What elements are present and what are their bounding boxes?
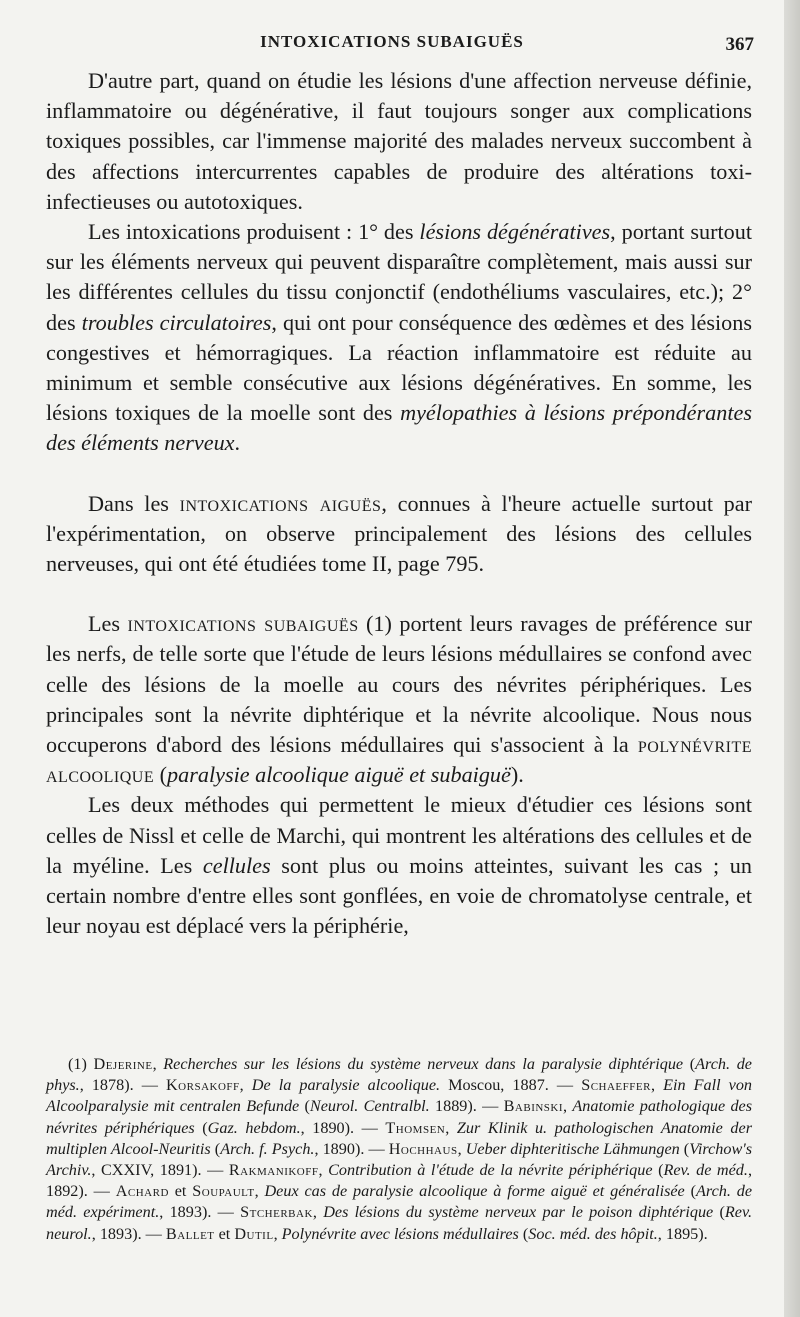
text-span: ( xyxy=(154,762,168,788)
fn-journal: Arch. de méd. expériment. xyxy=(46,1182,753,1222)
fn-text: , xyxy=(563,1097,573,1116)
fn-title: Contribution à l'étude de la névrite périphérique xyxy=(328,1161,653,1180)
fn-title: Anatomie pathologique des névrites périphériques xyxy=(46,1097,753,1137)
fn-title: Deux cas de paralysie alcoolique à forme aiguë et généralisée xyxy=(264,1182,685,1201)
text-span: . xyxy=(234,430,241,456)
italic-term: myélopathies à lésions prépondérantes des éléments nerveux xyxy=(46,400,752,456)
paragraph-4 xyxy=(46,609,752,790)
small-caps-term: intoxications subaiguës xyxy=(127,611,359,637)
fn-text: et xyxy=(214,1224,235,1243)
text-span: Les deux méthodes qui permettent le mieux d'étudier ces lésions sont celles de Nissl et celle de Marchi, qui montrent les altérations des cellules et de la myéline. Les xyxy=(46,792,752,878)
fn-text: , 1878). — xyxy=(79,1076,166,1095)
italic-term: cellules xyxy=(202,852,271,878)
page-number: 367 xyxy=(725,34,754,55)
fn-text: Moscou, 1887. — xyxy=(440,1076,582,1095)
fn-text: , xyxy=(457,1139,466,1158)
fn-title: Ein Fall von Alcoolparalysie mit centralen Befunde xyxy=(46,1076,753,1116)
fn-journal: Soc. méd. des hôpit. xyxy=(528,1224,658,1243)
fn-author: Soupault xyxy=(192,1182,255,1201)
text-span: Dans les xyxy=(88,490,180,516)
italic-term: paralysie alcoolique aiguë et subaiguë xyxy=(167,762,511,788)
fn-text: , xyxy=(152,1055,164,1073)
fn-author: Rakmanikoff xyxy=(228,1161,319,1180)
paragraph-5 xyxy=(46,790,752,941)
fn-author: Ballet xyxy=(165,1224,215,1243)
fn-text: ( xyxy=(210,1139,221,1158)
fn-text: , xyxy=(273,1224,282,1243)
fn-journal: Rev. neurol. xyxy=(46,1203,753,1243)
fn-title: Zur Klinik u. pathologischen Anatomie der multiplen Alcool-Neuritis xyxy=(46,1118,752,1158)
fn-journal: Gaz. hebdom. xyxy=(207,1118,301,1137)
fn-text: ( xyxy=(684,1182,696,1201)
fn-title: Polynévrite avec lésions médullaires xyxy=(281,1224,519,1243)
text-span: sont plus ou moins atteintes, suivant les cas ; un certain nombre d'entre elles sont gonflées, en voie de chromatolyse centrale, et leur noyau est déplacé vers la périphérie, xyxy=(46,852,752,939)
fn-text: et xyxy=(168,1182,193,1201)
fn-title: Recherches sur les lésions du système nerveux dans la paralysie diphtérique xyxy=(163,1055,684,1073)
fn-text: , CXXIV, 1891). — xyxy=(91,1161,229,1180)
fn-journal: Arch. de phys. xyxy=(46,1055,752,1095)
fn-text: , xyxy=(650,1076,664,1095)
fn-title: Ueber diphteritische Lähmungen xyxy=(465,1139,680,1158)
fn-text: 1889). — xyxy=(429,1097,504,1116)
fn-text: , 1890). — xyxy=(314,1139,389,1158)
small-caps-term: polynévrite alcoolique xyxy=(46,732,752,788)
fn-text: , xyxy=(239,1076,252,1095)
page-header xyxy=(0,30,784,60)
fn-text: (1) xyxy=(68,1055,94,1073)
fn-author: Schaeffer xyxy=(581,1076,651,1095)
fn-text: , 1893). — xyxy=(91,1224,166,1243)
fn-text: , 1895). xyxy=(657,1224,708,1243)
fn-text: ( xyxy=(652,1161,664,1180)
fn-text: , xyxy=(318,1161,329,1180)
text-span: (1) portent leurs ravages de préférence sur les nerfs, de telle sorte que l'étude de leurs lésions médullaires se confond avec celle des lésions de la moelle au cours des névrites périphériques. Les principales sont la névrite diphtérique et la névrite alcoolique. Nous nous occuperons d'abord des lésions médullaires qui s'associent à la xyxy=(46,611,752,758)
fn-title: Des lésions du système nerveux par le poison diphtérique xyxy=(323,1203,714,1222)
fn-title: De la paralysie alcoolique. xyxy=(251,1076,441,1095)
page-edge xyxy=(784,0,800,1317)
fn-author: Korsakoff xyxy=(165,1076,240,1095)
italic-term: troubles circulatoires xyxy=(81,309,272,335)
fn-text: , xyxy=(254,1182,265,1201)
fn-text: , xyxy=(312,1203,324,1222)
paragraph-3 xyxy=(46,489,752,580)
fn-author: Hochhaus xyxy=(388,1139,458,1158)
running-head: INTOXICATIONS SUBAIGUËS xyxy=(260,32,524,51)
fn-journal: Rev. de méd. xyxy=(663,1161,748,1180)
fn-text: ( xyxy=(683,1055,696,1073)
body-text xyxy=(46,66,752,941)
text-span: , portant surtout sur les éléments nerveux qui peuvent disparaître complètement, mais aussi sur les différentes cellules du tissu conjonctif (endothéliums vasculaires, etc.); 2° des xyxy=(46,219,752,335)
fn-text: ( xyxy=(518,1224,529,1243)
text-span: ). xyxy=(510,762,524,788)
text-span: , qui ont pour conséquence des œdèmes et des lésions congestives et hémorragiques. La réaction inflammatoire est réduite au minimum et semble consécutive aux lésions dégénératives. En somme, les lésions toxiques de la moelle sont des xyxy=(46,309,752,426)
footnote-1 xyxy=(46,1054,752,1245)
text-span: , connues à l'heure actuelle surtout par l'expérimentation, on observe principalement des lésions des cellules nerveuses, qui ont été étudiées tome II, page 795. xyxy=(46,490,753,577)
fn-author: Dejerine xyxy=(93,1055,153,1073)
paragraph-2 xyxy=(46,217,752,459)
text-span: Les xyxy=(88,611,128,637)
fn-text: ( xyxy=(679,1139,690,1158)
fn-text: ( xyxy=(713,1203,725,1222)
fn-author: Achard xyxy=(115,1182,169,1201)
fn-author: Thomsen xyxy=(385,1118,446,1137)
paragraph-1: D'autre part, quand on étudie les lésions d'une affection nerveuse définie, inflammatoire ou dégénérative, il faut toujours songer aux complications toxiques possibles, car l'immense majorité des malades nerveux succombent à des affections intercurrentes capables de produire des altérations toxi-infectieuses ou autotoxiques. xyxy=(46,68,752,214)
italic-term: lésions dégénératives xyxy=(419,219,611,245)
fn-journal: Neurol. Centralbl. xyxy=(309,1097,430,1116)
fn-journal: Virchow's Archiv. xyxy=(46,1139,752,1180)
fn-text: ( xyxy=(299,1097,310,1116)
fn-text: , xyxy=(445,1118,457,1137)
footnotes xyxy=(46,1054,752,1245)
fn-text: , 1893). — xyxy=(159,1203,241,1222)
fn-journal: Arch. f. Psych. xyxy=(220,1139,315,1158)
small-caps-term: intoxications aiguës xyxy=(179,490,382,516)
fn-author: Babinski xyxy=(503,1097,564,1116)
fn-text: ( xyxy=(194,1118,208,1137)
text-span: Les intoxications produisent : 1° des xyxy=(88,219,420,245)
fn-author: Dutil xyxy=(234,1224,274,1243)
fn-text: , 1892). — xyxy=(46,1161,752,1201)
fn-text: , 1890). — xyxy=(300,1118,386,1137)
fn-author: Stcherbak xyxy=(240,1203,313,1222)
